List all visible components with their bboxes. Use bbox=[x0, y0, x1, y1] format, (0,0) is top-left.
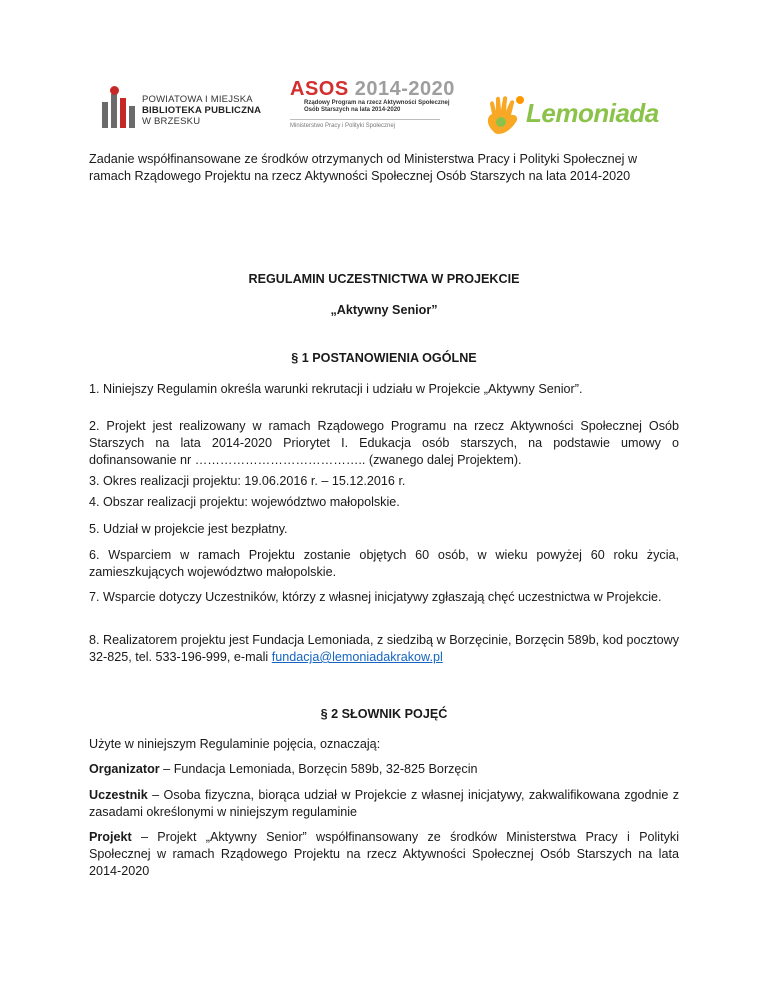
term-definition: – Fundacja Lemoniada, Borzęcin 589b, 32-825 Borzęcin bbox=[159, 762, 478, 776]
asos-divider bbox=[290, 119, 440, 120]
lemoniada-logo bbox=[484, 92, 659, 136]
asos-brand: ASOS bbox=[290, 78, 349, 100]
term-label: Organizator bbox=[89, 762, 160, 776]
section1-heading: § 1 POSTANOWIENIA OGÓLNE bbox=[291, 351, 477, 365]
library-logo bbox=[100, 92, 261, 128]
document-title: REGULAMIN UCZESTNICTWA W PROJEKCIE bbox=[248, 272, 520, 286]
section1-item-8 bbox=[89, 632, 679, 666]
section1-item-2: 2. Projekt jest realizowany w ramach Rządowego Programu na rzecz Aktywności Społecznej Osób Starszych na lata 2014-2020 Priorytet I. Edukacja osób starszych, na podstawie umowy o dofinansowanie nr ………………………………….. (zwanego dalej Projektem). bbox=[89, 419, 679, 467]
funding-note: Zadanie współfinansowane ze środków otrzymanych od Ministerstwa Pracy i Polityki Społecznej w ramach Rządowego Projektu na rzecz Aktywności Społecznej Osób Starszych na lata 2014-2020 bbox=[89, 152, 638, 183]
hand-icon bbox=[484, 94, 528, 136]
asos-ministry: Ministerstwo Pracy i Polityki Społecznej bbox=[290, 123, 396, 129]
definition-organizator bbox=[89, 761, 679, 778]
library-name bbox=[142, 94, 261, 127]
section1-item-5: 5. Udział w projekcie jest bezpłatny. bbox=[89, 522, 288, 536]
section2-heading: § 2 SŁOWNIK POJĘĆ bbox=[320, 707, 448, 721]
definition-projekt bbox=[89, 829, 679, 880]
section1-item-4: 4. Obszar realizacji projektu: województwo małopolskie. bbox=[89, 495, 400, 509]
project-name: „Aktywny Senior” bbox=[330, 303, 438, 317]
asos-logo bbox=[290, 78, 460, 129]
term-label: Projekt bbox=[89, 830, 132, 844]
asos-subtitle-1: Rządowy Program na rzecz Aktywności Społecznej bbox=[304, 100, 450, 106]
term-label: Uczestnik bbox=[89, 788, 148, 802]
library-name-line2: BIBLIOTEKA PUBLICZNA bbox=[142, 104, 262, 116]
section1-item-1: 1. Niniejszy Regulamin określa warunki rekrutacji i udziału w Projekcie „Aktywny Senior”. bbox=[89, 382, 583, 396]
lemoniada-name: Lemoniada bbox=[526, 98, 659, 128]
library-name-line3: W BRZESKU bbox=[142, 115, 201, 127]
header-logos bbox=[0, 72, 768, 142]
term-definition: – Osoba fizyczna, biorąca udział w Projekcie z własnej inicjatywy, zakwalifikowana zgodnie z zasadami określonymi w niniejszym regulaminie bbox=[89, 788, 679, 819]
library-name-line1: POWIATOWA I MIEJSKA bbox=[142, 93, 253, 105]
section1-item-8-text: 8. Realizatorem projektu jest Fundacja Lemoniada, z siedzibą w Borzęcinie, Borzęcin 589b, kod pocztowy 32-825, tel. 533-196-999, e-mali bbox=[89, 633, 679, 664]
library-emblem-icon bbox=[100, 92, 136, 128]
definition-uczestnik bbox=[89, 787, 679, 821]
email-link[interactable]: fundacja@lemoniadakrakow.pl bbox=[271, 650, 443, 664]
section1-item-3: 3. Okres realizacji projektu: 19.06.2016 r. – 15.12.2016 r. bbox=[89, 474, 406, 488]
asos-subtitle-2: Osób Starszych na lata 2014-2020 bbox=[304, 107, 401, 113]
asos-years: 2014-2020 bbox=[354, 78, 455, 100]
section2-intro: Użyte w niniejszym Regulaminie pojęcia, oznaczają: bbox=[89, 737, 381, 751]
term-definition: – Projekt „Aktywny Senior” współfinansowany ze środków Ministerstwa Pracy i Polityki Społecznej w ramach Rządowego Projektu na rzecz Aktywności Społecznej Osób Starszych na lata 2014-2020 bbox=[89, 830, 679, 878]
section1-item-7: 7. Wsparcie dotyczy Uczestników, którzy z własnej inicjatywy zgłaszają chęć uczestnictwa w Projekcie. bbox=[89, 590, 662, 604]
section1-item-6: 6. Wsparciem w ramach Projektu zostanie objętych 60 osób, w wieku powyżej 60 roku życia, zamieszkujących województwo małopolskie. bbox=[89, 548, 679, 579]
